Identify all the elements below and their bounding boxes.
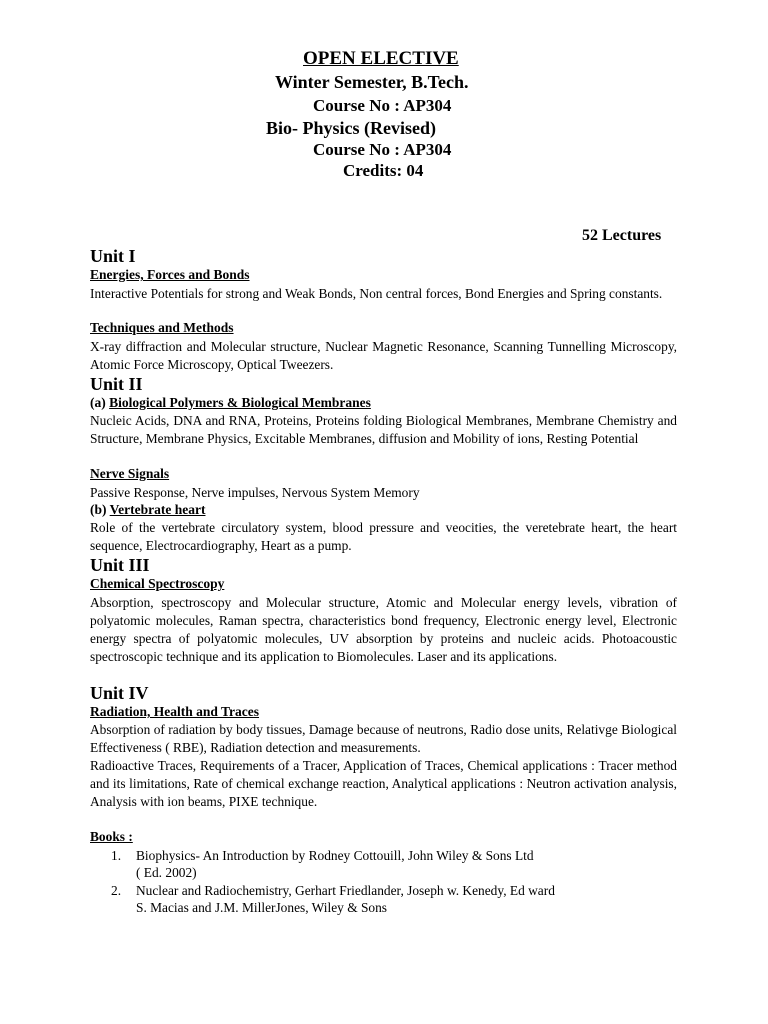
section-title-text: Radiation, Health and Traces [90,704,260,719]
lectures-count: 52 Lectures [582,227,662,244]
section-title-text: Chemical Spectroscopy [90,576,225,591]
book-line-continued: ( Ed. 2002) [136,865,197,880]
credits: Credits: 04 [343,161,424,180]
section-prefix: (b) [90,502,107,517]
unit-3-section-1-title [90,576,224,592]
unit-2-section-1-title [90,395,371,411]
book-line: Biophysics- An Introduction by Rodney Cottouill, John Wiley & Sons Ltd [136,848,534,863]
book-item-1 [111,847,534,881]
section-prefix: (a) [90,395,106,410]
unit-4-section-1-text: Absorption of radiation by body tissues, Damage because of neutrons, Radio dose units, Relativge Biological Effectiveness ( RBE), Radiation detection and measurements. [90,722,677,755]
book-line: Nuclear and Radiochemistry, Gerhart Friedlander, Joseph w. Kenedy, Ed ward [136,883,555,898]
unit-2-section-2-title [90,466,169,482]
unit-2-section-3-text: Role of the vertebrate circulatory system, blood pressure and veocities, the veretebrate heart, the heart sequence, Electrocardiography, Heart as a pump. [90,520,677,553]
unit-2-section-2-text: Passive Response, Nerve impulses, Nervous System Memory [90,485,420,500]
unit-1-heading: Unit I [90,246,136,266]
book-line-continued: S. Macias and J.M. MillerJones, Wiley & Sons [136,900,388,915]
section-title-text: Biological Polymers & Biological Membranes [109,395,371,410]
unit-1-section-1-text: Interactive Potentials for strong and Weak Bonds, Non central forces, Bond Energies and Spring constants. [90,286,663,301]
section-title-text: Nerve Signals [90,466,170,481]
unit-1-section-2-text: X-ray diffraction and Molecular structure, Nuclear Magnetic Resonance, Scanning Tunnelling Microscopy, Atomic Force Microscopy, Optical Tweezers. [90,339,677,372]
unit-2-section-3-title [90,502,205,518]
unit-4-heading: Unit IV [90,683,149,703]
book-number: 1. [111,848,122,863]
book-number: 2. [111,883,122,898]
section-title-text: Energies, Forces and Bonds [90,267,250,282]
unit-3-section-1-text: Absorption, spectroscopy and Molecular structure, Atomic and Molecular energy levels, vibration of polyatomic molecules, Raman spectra, characteristics bond frequency, Electronic energy level, Electronic energy spectra of polyatomic molecules, UV absorption by proteins and nucleic acids. Photoacoustic spectroscopic technique and its application to Biomolecules. Laser and its applications. [90,595,677,664]
unit-1-section-1-title [90,267,250,283]
subject-heading: Bio- Physics (Revised) [266,118,436,138]
course-number-1: Course No : AP304 [313,96,452,115]
unit-3-heading: Unit III [90,555,150,575]
course-number-2: Course No : AP304 [313,140,452,159]
unit-2-heading: Unit II [90,374,143,394]
semester-heading: Winter Semester, B.Tech. [275,72,469,92]
page-title: OPEN ELECTIVE [303,48,459,69]
unit-2-section-1-text: Nucleic Acids, DNA and RNA, Proteins, Proteins folding Biological Membranes, Membrane Chemistry and Structure, Membrane Physics, Excitable Membranes, diffusion and Mobility of ions, Resting Potential [90,413,677,446]
books-heading: Books : [90,829,133,844]
unit-4-section-1-text-2: Radioactive Traces, Requirements of a Tracer, Application of Traces, Chemical applications : Tracer method and its limitations, Rate of chemical exchange reaction, Analytical applications : Neutron activation analysis, Analysis with ion beams, PIXE technique. [90,758,677,809]
unit-1-section-2-title [90,320,234,336]
section-title-text: Techniques and Methods [90,320,234,335]
book-item-2 [111,882,555,916]
section-title-text: Vertebrate heart [109,502,206,517]
unit-4-section-1-title [90,704,259,720]
